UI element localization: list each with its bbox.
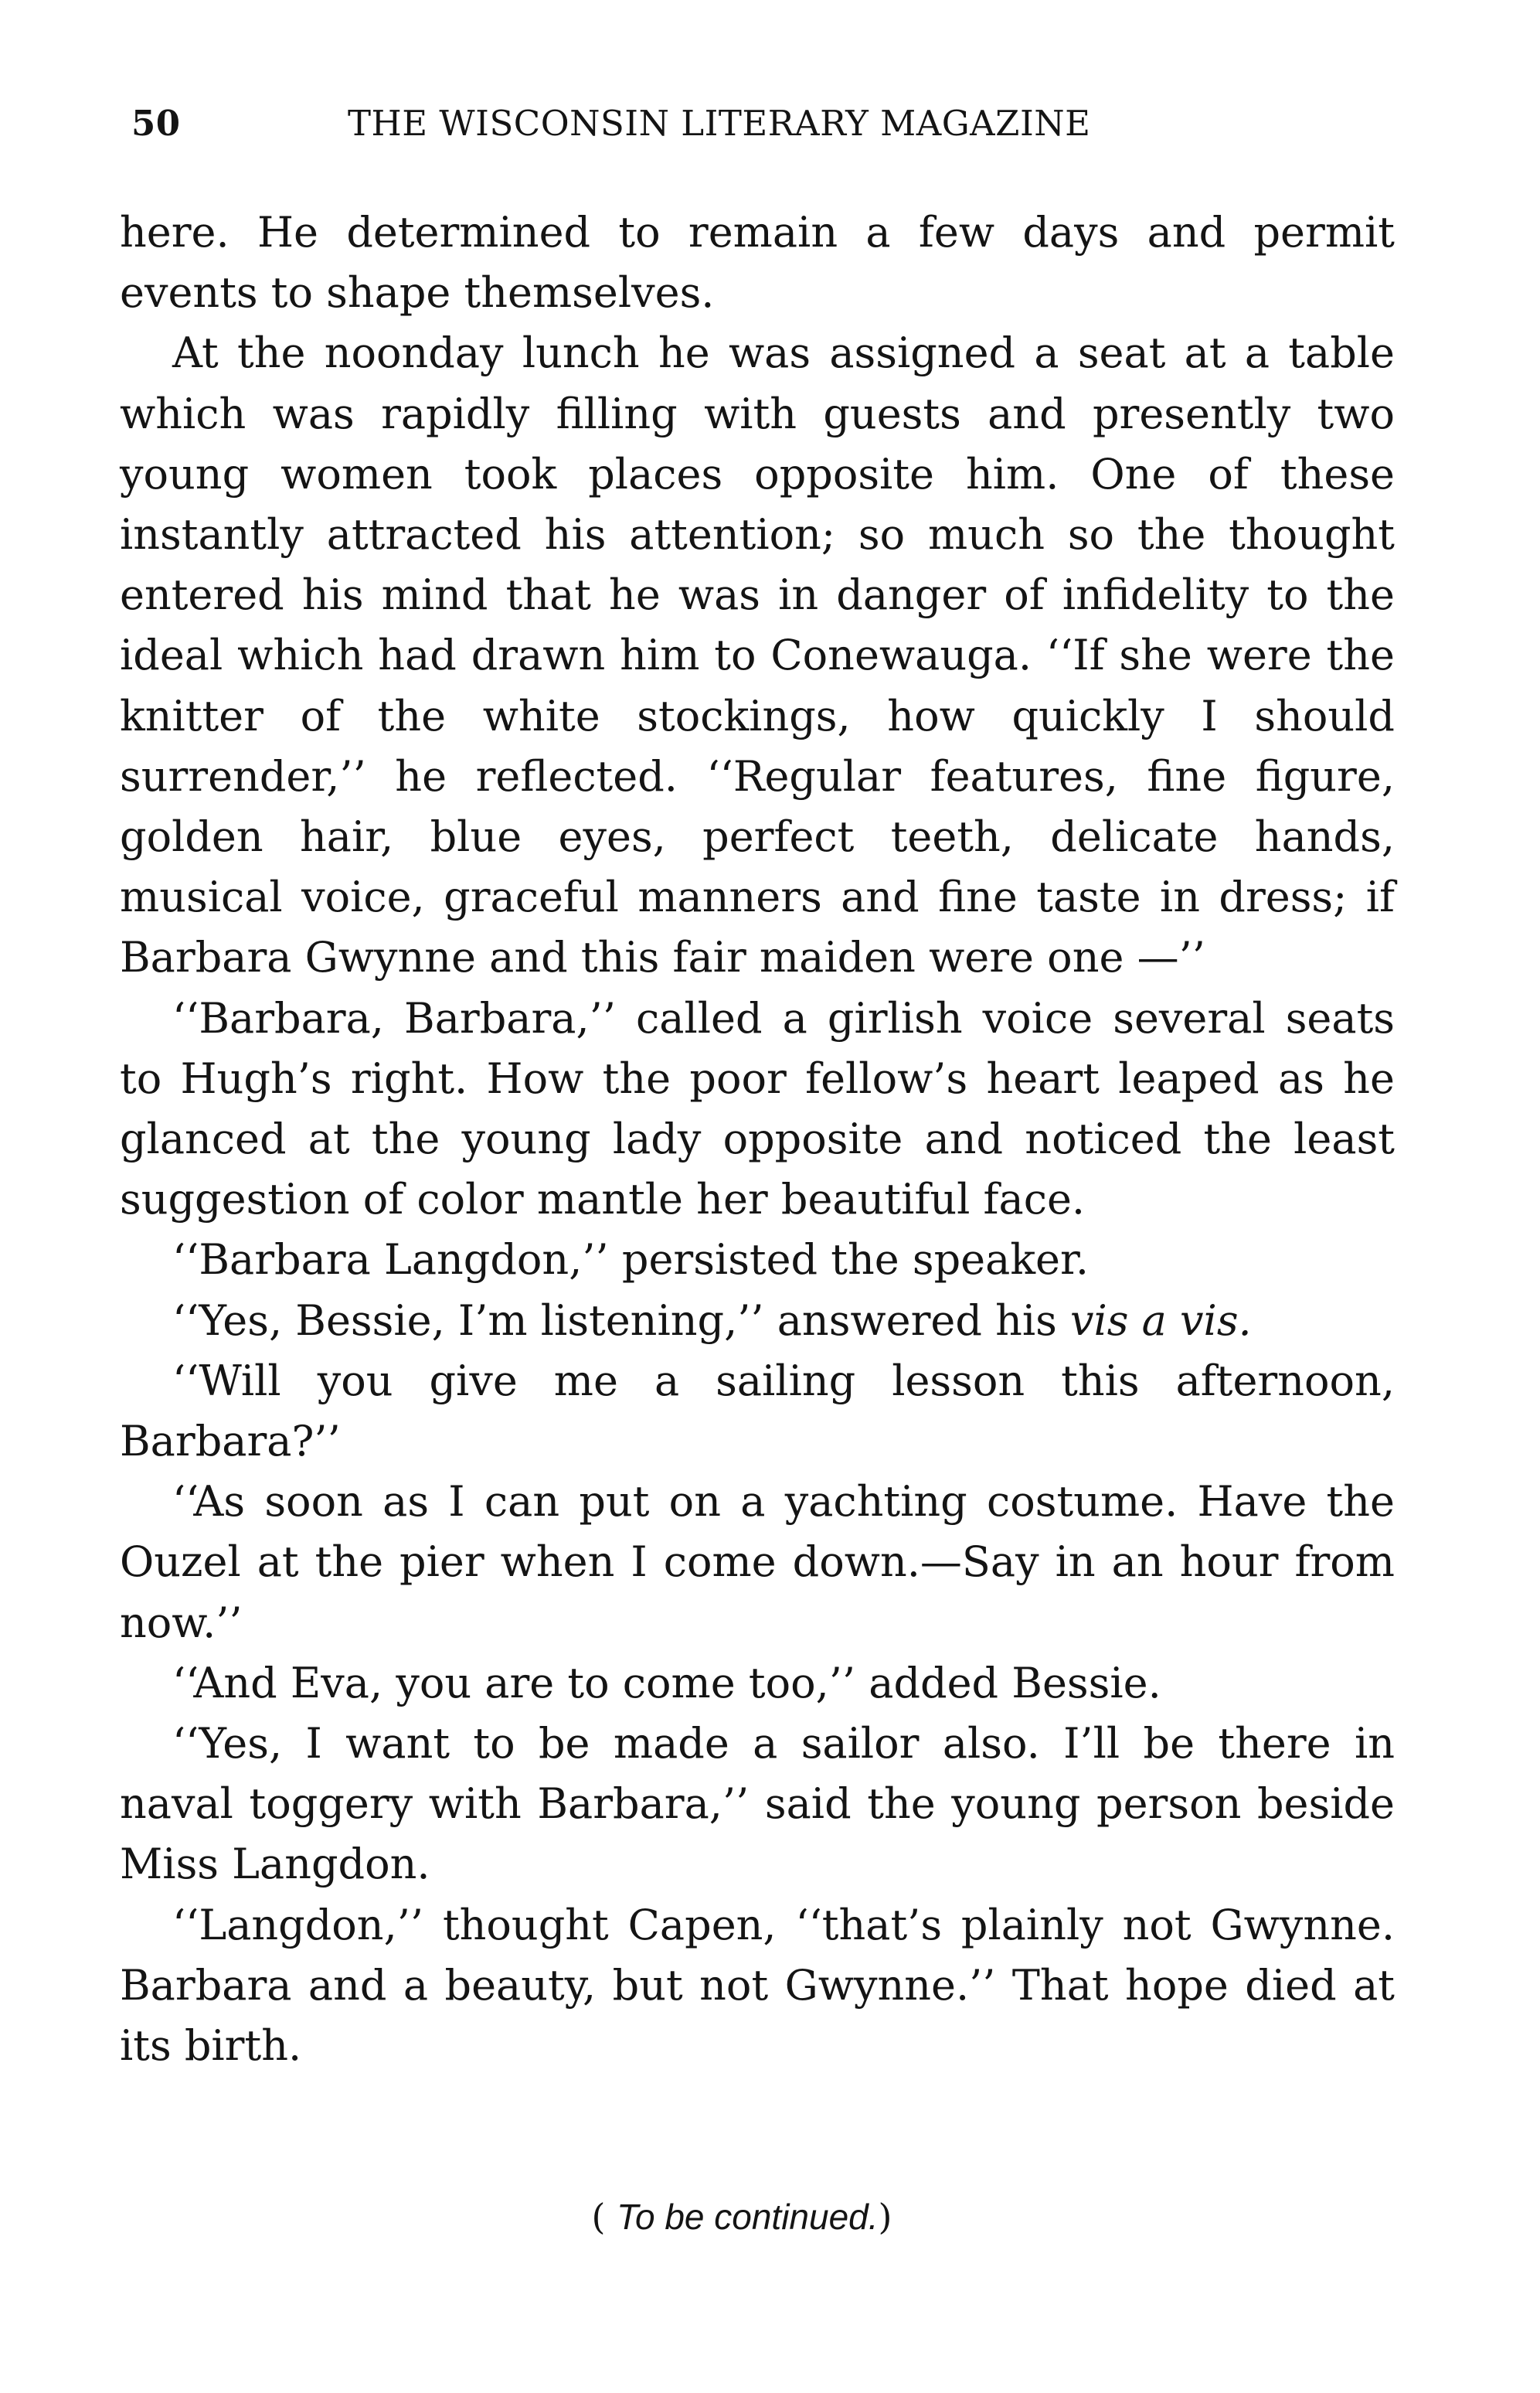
continued-text: To be continued. bbox=[617, 2197, 879, 2237]
paragraph: ‘‘Will you give me a sailing lesson this afternoon, Barbara?’’ bbox=[120, 1356, 1395, 1466]
story-text bbox=[120, 203, 1395, 2076]
paragraph: ‘‘And Eva, you are to come too,’’ added Bessie. bbox=[172, 1658, 1161, 1707]
paragraph-continuation: here. He determined to remain a few days and permit events to shape themselves. bbox=[120, 208, 1395, 318]
paragraph-text: ‘‘Yes, Bessie, I’m listening,’’ answered his bbox=[172, 1295, 1071, 1345]
paragraph: ‘‘Barbara Langdon,’’ persisted the speaker. bbox=[172, 1235, 1090, 1285]
paragraph: ‘‘Langdon,’’ thought Capen, ‘‘that’s plainly not Gwynne. Barbara and a beauty, but not Gwynne.’’ That hope died at its birth. bbox=[120, 1900, 1395, 2071]
close-paren: ) bbox=[878, 2196, 892, 2238]
paragraph bbox=[120, 1291, 1395, 1351]
italic-phrase: vis a vis. bbox=[1070, 1295, 1252, 1345]
paragraph: At the noonday lunch he was assigned a seat at a table which was rapidly filling with guests and presently two young women took places opposite him. One of these instantly attracted his attention; so much so the thought entered his mind that he was in danger of infidelity to the ideal which had drawn him to Conewauga. ‘‘If she were the knitter of the white stockings, how quickly I should surrender,’’ he reflected. ‘‘Regular features, fine figure, golden hair, blue eyes, perfect teeth, delicate hands, musical voice, graceful manners and fine taste in dress; if Barbara Gwynne and this fair maiden were one —’’ bbox=[120, 328, 1395, 982]
paragraph: ‘‘Yes, I want to be made a sailor also. I’ll be there in naval toggery with Barbara,’’ said the young person beside Miss Langdon. bbox=[120, 1719, 1395, 1889]
magazine-title: THE WISCONSIN LITERARY MAGAZINE bbox=[348, 103, 1091, 144]
page-number: 50 bbox=[131, 103, 181, 144]
paragraph: ‘‘Barbara, Barbara,’’ called a girlish voice several seats to Hugh’s right. How the poor fellow’s heart leaped as he glanced at the young lady opposite and noticed the least suggestion of color mantle her beautiful face. bbox=[120, 993, 1395, 1224]
open-paren: ( bbox=[591, 2196, 606, 2238]
continued-note bbox=[556, 2194, 927, 2240]
paragraph: ‘‘As soon as I can put on a yachting costume. Have the Ouzel at the pier when I come down.—Say in an hour from now.’’ bbox=[120, 1477, 1395, 1647]
running-head bbox=[131, 100, 1213, 147]
